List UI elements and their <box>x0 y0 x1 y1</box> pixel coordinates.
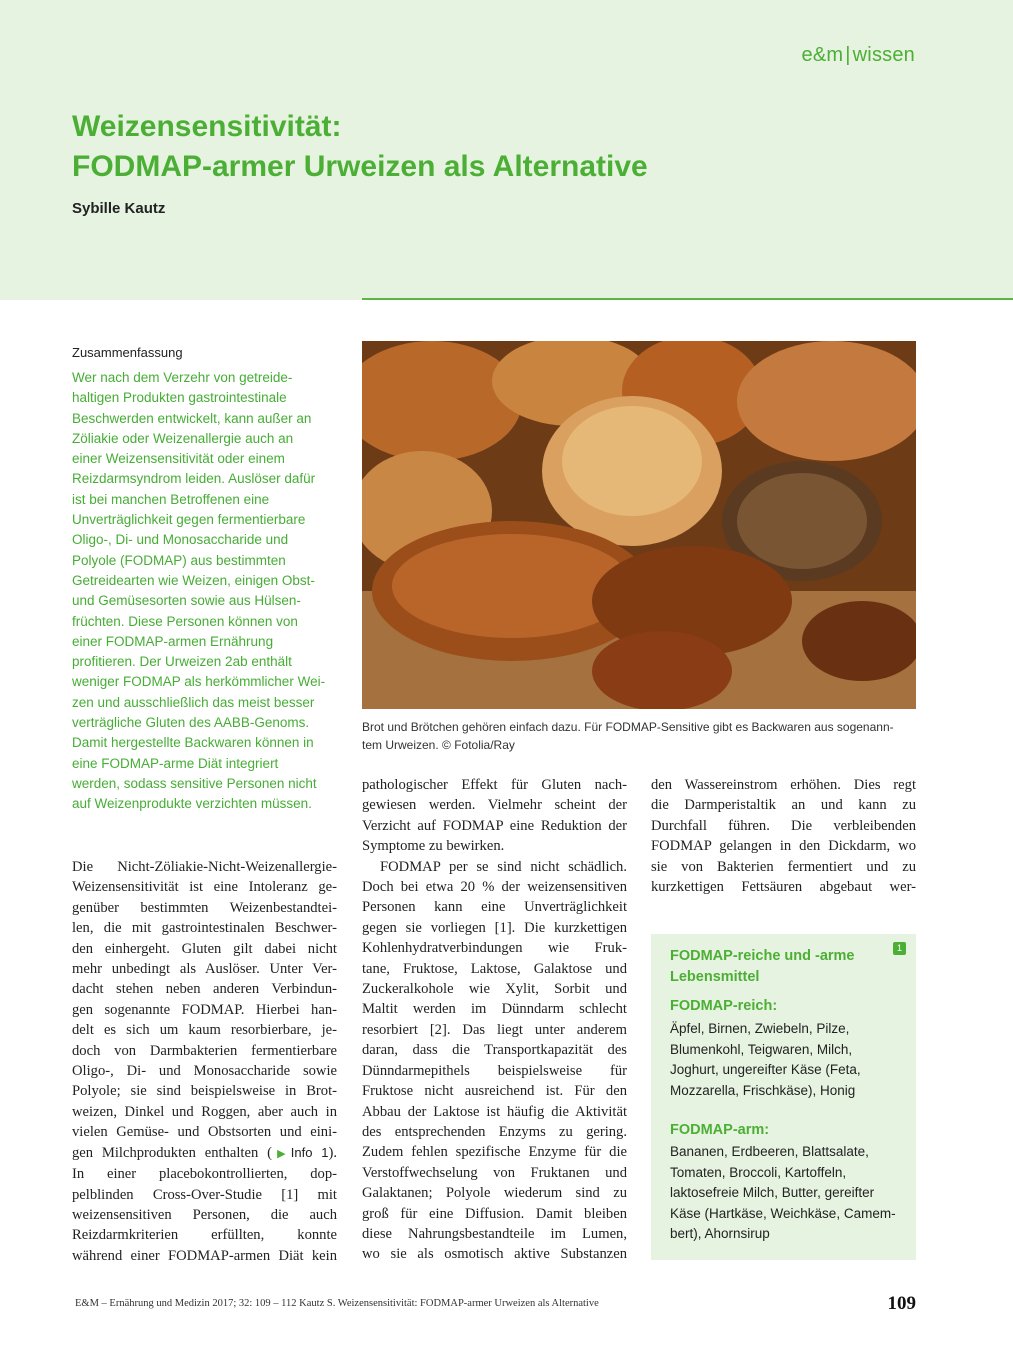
body-line: FODMAP gelangen in den Dickdarm, wo <box>651 838 916 855</box>
info-line: Joghurt, ungereifter Käse (Feta, <box>670 1062 861 1077</box>
abstract-line: Unverträglichkeit gegen fermentierbare <box>72 512 306 528</box>
info-poor-list <box>670 1142 910 1245</box>
body-line: Oligo-, Di- und Monosaccharide sowie <box>72 1063 337 1080</box>
abstract-line: Polyole (FODMAP) aus bestimmten <box>72 552 286 568</box>
abstract-line: auf Weizenprodukte verzichten müssen. <box>72 796 312 812</box>
abstract-line: verträgliche Gluten des AABB-Genoms. <box>72 715 310 731</box>
info-ref-post: ). <box>328 1144 337 1161</box>
info-title-line-2: Lebensmittel <box>670 969 760 985</box>
abstract-line: und Gemüsesorten sowie aus Hülsen- <box>72 593 301 609</box>
info-line: Käse (Hartkäse, Weichkäse, Camem- <box>670 1205 896 1221</box>
brand-name: e&m <box>801 44 844 66</box>
abstract-line: einer FODMAP-armen Ernährung <box>72 633 274 649</box>
body-line: daran, dass die Transportkapazität des <box>362 1042 627 1059</box>
body-line: weizensensitiven Personen, die auch <box>72 1206 337 1223</box>
body-line: gen sogenannte FODMAP. Hierbei han- <box>72 1001 337 1018</box>
body-line: vielen Gemüse- und Obstsorten und eini- <box>72 1124 337 1141</box>
body-line: die Darmperistaltik an und kann zu <box>651 797 916 814</box>
body-line: resorbiert [2]. Das liegt unter anderem <box>362 1021 627 1038</box>
body-line: Die Nicht-Zöliakie-Nicht-Weizenallergie- <box>72 859 337 875</box>
info-line: Mozzarella, Frischkäse), Honig <box>670 1082 856 1098</box>
body-line: Durchfall führen. Die verbleibenden <box>651 817 916 834</box>
body-line: kurzkettigen Fettsäuren abgebaut wer- <box>651 879 916 896</box>
info-line: Äpfel, Birnen, Zwiebeln, Pilze, <box>670 1021 850 1036</box>
abstract-line: profitieren. Der Urweizen 2ab enthält <box>72 654 292 670</box>
abstract-line: Oligo-, Di- und Monosaccharide und <box>72 532 289 548</box>
body-line: Verzicht auf FODMAP eine Reduktion der <box>362 817 627 834</box>
body-line: Fruktose nicht ausreichend ist. Für den <box>362 1083 627 1100</box>
body-line: sie von Bakterien fermentiert und zu <box>651 858 916 875</box>
abstract-line: werden, sodass sensitive Personen nicht <box>72 775 317 791</box>
abstract-line: Getreidearten wie Weizen, einigen Obst- <box>72 572 315 588</box>
info-box <box>651 934 916 1260</box>
title-line-1: Weizensensitivität: <box>72 110 342 143</box>
abstract-heading: Zusammenfassung <box>72 345 183 360</box>
body-line: gewiesen werden. Vielmehr scheint der <box>362 797 627 814</box>
abstract-line: Zöliakie oder Weizenallergie auch an <box>72 430 294 446</box>
body-line: Reizdarmkriterien erfüllten, konnte <box>72 1227 337 1244</box>
body-line: dacht stehen neben anderen Verbindun- <box>72 981 337 998</box>
body-line: delt es sich um kaum resorbierbare, je- <box>72 1022 337 1039</box>
info-ref-link[interactable]: Info 1 <box>290 1144 329 1160</box>
body-line: weizen, Dinkel und Roggen, aber auch in <box>72 1103 337 1120</box>
info-line: laktosefreie Milch, Butter, gereifter <box>670 1185 875 1200</box>
body-line: des entsprechenden Enzyms zu gering. <box>362 1123 627 1140</box>
abstract-line: ist bei manchen Betroffenen eine <box>72 491 270 507</box>
body-line: In einer placebokontrollierten, dop- <box>72 1166 337 1183</box>
journal-brand <box>802 44 915 67</box>
body-line: Abbau der Laktose ist häufig die Aktivität <box>362 1103 627 1120</box>
body-line: doch von Darmbakterien fermentierbare <box>72 1042 337 1059</box>
body-line: Zuckeralkohole wie Xylit, Sorbit und <box>362 981 627 998</box>
abstract-line: haltigen Produkten gastrointestinale <box>72 390 287 406</box>
body-line: Symptome zu bewirken. <box>362 838 505 855</box>
header-rule <box>362 298 1013 300</box>
info-rich-heading: FODMAP-reich: <box>670 998 778 1014</box>
caption-line-2: tem Urweizen. © Fotolia/Ray <box>362 737 515 752</box>
info-title-line-1: FODMAP-reiche und -arme <box>670 948 855 964</box>
abstract-text <box>72 368 342 815</box>
figure-caption <box>362 719 916 754</box>
abstract-line: zen und ausschließlich das meist besser <box>72 694 315 710</box>
info-line: Tomaten, Broccoli, Kartoffeln, <box>670 1164 847 1180</box>
article-title <box>72 107 932 187</box>
body-line: Dünndarmepithels beispielsweise für <box>362 1062 627 1079</box>
bread-photo <box>362 341 916 709</box>
info-line: Blumenkohl, Teigwaren, Milch, <box>670 1041 853 1057</box>
section-name: wissen <box>852 44 915 66</box>
body-line: Weizensensitivität ist eine Intoleranz ge- <box>72 879 337 896</box>
author: Sybille Kautz <box>72 200 166 217</box>
body-line: diese Nahrungsbestandteile im Lumen, <box>362 1225 627 1242</box>
body-line: den einhergeht. Gluten gilt dabei nicht <box>72 940 337 957</box>
bread-illustration <box>362 341 916 709</box>
body-line: Personen kann eine Unverträglichkeit <box>362 899 627 916</box>
body-line: FODMAP per se sind nicht schädlich. <box>380 858 627 875</box>
body-line: mehr unbedingt als Auslöser. Unter Ver- <box>72 961 337 978</box>
info-rich-list <box>670 1019 910 1101</box>
abstract-line: früchten. Diese Personen können von <box>72 613 298 629</box>
body-line: Verstoffwechselung von Fruktanen und <box>362 1164 627 1181</box>
abstract-line: eine FODMAP-arme Diät integriert <box>72 755 279 771</box>
footer-citation: E&M – Ernährung und Medizin 2017; 32: 109 – 112 Kautz S. Weizensensitivität: FODMAP-armer Urweizen als Alternative <box>75 1298 599 1309</box>
body-line: pelblinden Cross-Over-Studie [1] mit <box>72 1186 337 1203</box>
abstract-line: Damit hergestellte Backwaren können in <box>72 735 314 751</box>
info-ref-arrow-icon[interactable]: ▶ <box>271 1147 291 1160</box>
abstract-line: weniger FODMAP als herkömmlicher Wei- <box>72 674 326 690</box>
body-column-3 <box>651 775 916 897</box>
body-line: Galaktanen; Polyole wiederum sind zu <box>362 1185 627 1202</box>
info-title <box>670 946 890 988</box>
info-ref-pre: gen Milchprodukten enthalten ( <box>72 1144 272 1161</box>
body-line: Zudem fehlen spezifische Enzyme für die <box>362 1144 627 1161</box>
body-line: Kohlenhydratverbindungen wie Fruk- <box>362 940 627 957</box>
body-line: genüber bestimmten Weizenbestandtei- <box>72 899 337 916</box>
body-line: len, die mit gastrointestinalen Beschwer- <box>72 920 337 937</box>
body-line: Doch bei etwa 20 % der weizensensitiven <box>362 879 627 896</box>
body-line: Maltit werden im Dünndarm schlecht <box>362 1001 627 1018</box>
info-badge: 1 <box>893 942 906 955</box>
body-column-1 <box>72 857 337 1266</box>
body-line: Polyole; sie sind beispielsweise in Brot- <box>72 1083 337 1100</box>
body-column-2 <box>362 775 627 1265</box>
brand-separator: | <box>845 44 851 66</box>
caption-line-1: Brot und Brötchen gehören einfach dazu. Für FODMAP-Sensitive gibt es Backwaren aus sogenann- <box>362 720 894 734</box>
info-poor-heading: FODMAP-arm: <box>670 1122 770 1138</box>
abstract-line: einer Weizensensitivität oder einem <box>72 451 285 467</box>
body-line <box>72 1143 337 1164</box>
abstract-line: Reizdarmsyndrom leiden. Auslöser dafür <box>72 471 316 487</box>
body-line: den Wassereinstrom erhöhen. Dies regt <box>651 777 916 793</box>
abstract-line: Wer nach dem Verzehr von getreide- <box>72 370 293 385</box>
title-line-2: FODMAP-armer Urweizen als Alternative <box>72 150 648 183</box>
body-line: wo sie als osmotisch aktive Substanzen <box>362 1246 627 1263</box>
body-line: pathologischer Effekt für Gluten nach- <box>362 777 627 793</box>
abstract-line: Beschwerden entwickelt, kann außer an <box>72 410 312 426</box>
body-line: groß für eine Diffusion. Damit bleiben <box>362 1205 627 1222</box>
body-line: gegen sie vorliegen [1]. Die kurzkettigen <box>362 919 627 936</box>
page-number: 109 <box>887 1293 916 1314</box>
info-line: Bananen, Erdbeeren, Blattsalate, <box>670 1144 869 1159</box>
body-line: tane, Fruktose, Laktose, Galaktose und <box>362 960 627 977</box>
body-line: während einer FODMAP-armen Diät kein <box>72 1247 337 1264</box>
info-line: bert), Ahornsirup <box>670 1226 770 1241</box>
